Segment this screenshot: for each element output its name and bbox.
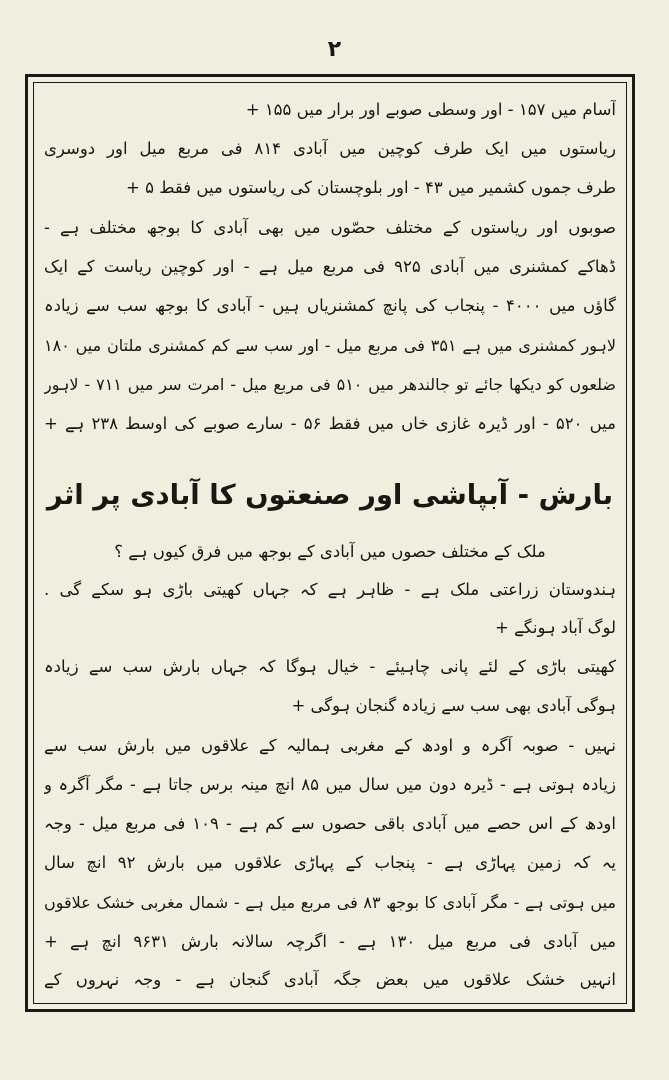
text-line: طرف جموں کشمیر میں ۴۳ - اور بلوچستان کی ریاستوں میں فقط ۵ + [126, 178, 616, 197]
text-line: انہیں خشک علاقوں میں بعض جگہ آبادی گنجان ہے - وجہ نہروں کے [44, 970, 616, 989]
text-line: کھیتی باڑی کے لئے پانی چاہیئے - خیال ہوگا کہ جہاں بارش سب سے زیادہ [44, 657, 616, 676]
text-line: میں ۵۲۰ - اور ڈیرہ غازی خاں میں فقط ۵۶ - سارے صوبے کی اوسط ۲۳۸ ہے + [44, 414, 616, 433]
text-line: ہندوستان زراعتی ملک ہے - ظاہر ہے کہ جہاں کھیتی باڑی ہو سکے گی . [44, 580, 616, 599]
page-body [44, 92, 616, 997]
section-question: ملک کے مختلف حصوں میں آبادی کے بوجھ میں فرق کیوں ہے ؟ [114, 542, 546, 561]
page-number: ۲ [327, 37, 342, 62]
text-line: زیادہ ہوتی ہے - ڈیرہ دون میں سال میں ۸۵ انچ مینہ برس جاتا ہے - مگر آگرہ و [44, 775, 616, 794]
text-line: میں ہوتی ہے - مگر آبادی کا بوجھ ۸۳ فی مربع میل ہے - شمال مغربی خشک علاقوں [44, 893, 616, 912]
text-line: صوبوں اور ریاستوں کے مختلف حصّوں میں بھی آبادی کا بوجھ مختلف ہے - [44, 218, 616, 237]
text-line: ڈھاکے کمشنری میں آبادی ۹۲۵ فی مربع میل ہے - اور کوچین ریاست کے ایک [44, 257, 616, 276]
text-line: لاہور کمشنری میں ہے ۳۵۱ فی مربع میل - اور سب سے کم کمشنری ملتان میں ۱۸۰ [44, 336, 616, 355]
text-line: ضلعوں کو دیکھا جائے تو جالندھر میں ۵۱۰ فی مربع میل - امرت سر میں ۷۱۱ - لاہور [44, 375, 616, 394]
text-line: میں آبادی فی مربع میل ۱۳۰ ہے - اگرچہ سالانہ بارش ۹۶۳۱ انچ ہے + [44, 932, 616, 951]
text-line: ریاستوں میں ایک طرف کوچین میں آبادی ۸۱۴ فی مربع میل اور دوسری [44, 139, 616, 158]
text-line: ہوگی آبادی بھی سب سے زیادہ گنجان ہوگی + [291, 696, 616, 715]
text-line: لوگ آباد ہونگے + [495, 618, 616, 637]
text-line: اودھ کے اس حصے میں آبادی باقی حصوں سے کم ہے - ۱۰۹ فی مربع میل - وجہ [44, 814, 616, 833]
text-line: نہیں - صوبہ آگرہ و اودھ کے مغربی ہمالیہ کے علاقوں میں بارش سب سے [44, 736, 616, 755]
text-line: آسام میں ۱۵۷ - اور وسطی صوبے اور برار میں ۱۵۵ + [245, 100, 616, 119]
text-line: گاؤں میں ۴۰۰۰ - پنجاب کی پانچ کمشنریاں ہیں - آبادی کا بوجھ سب سے زیادہ [44, 296, 616, 315]
text-line: یہ کہ زمین پہاڑی ہے - پنجاب کے پہاڑی علاقوں میں بارش ۹۲ انچ سال [44, 853, 616, 872]
section-heading: بارش - آبپاشی اور صنعتوں کا آبادی پر اثر [46, 479, 614, 511]
